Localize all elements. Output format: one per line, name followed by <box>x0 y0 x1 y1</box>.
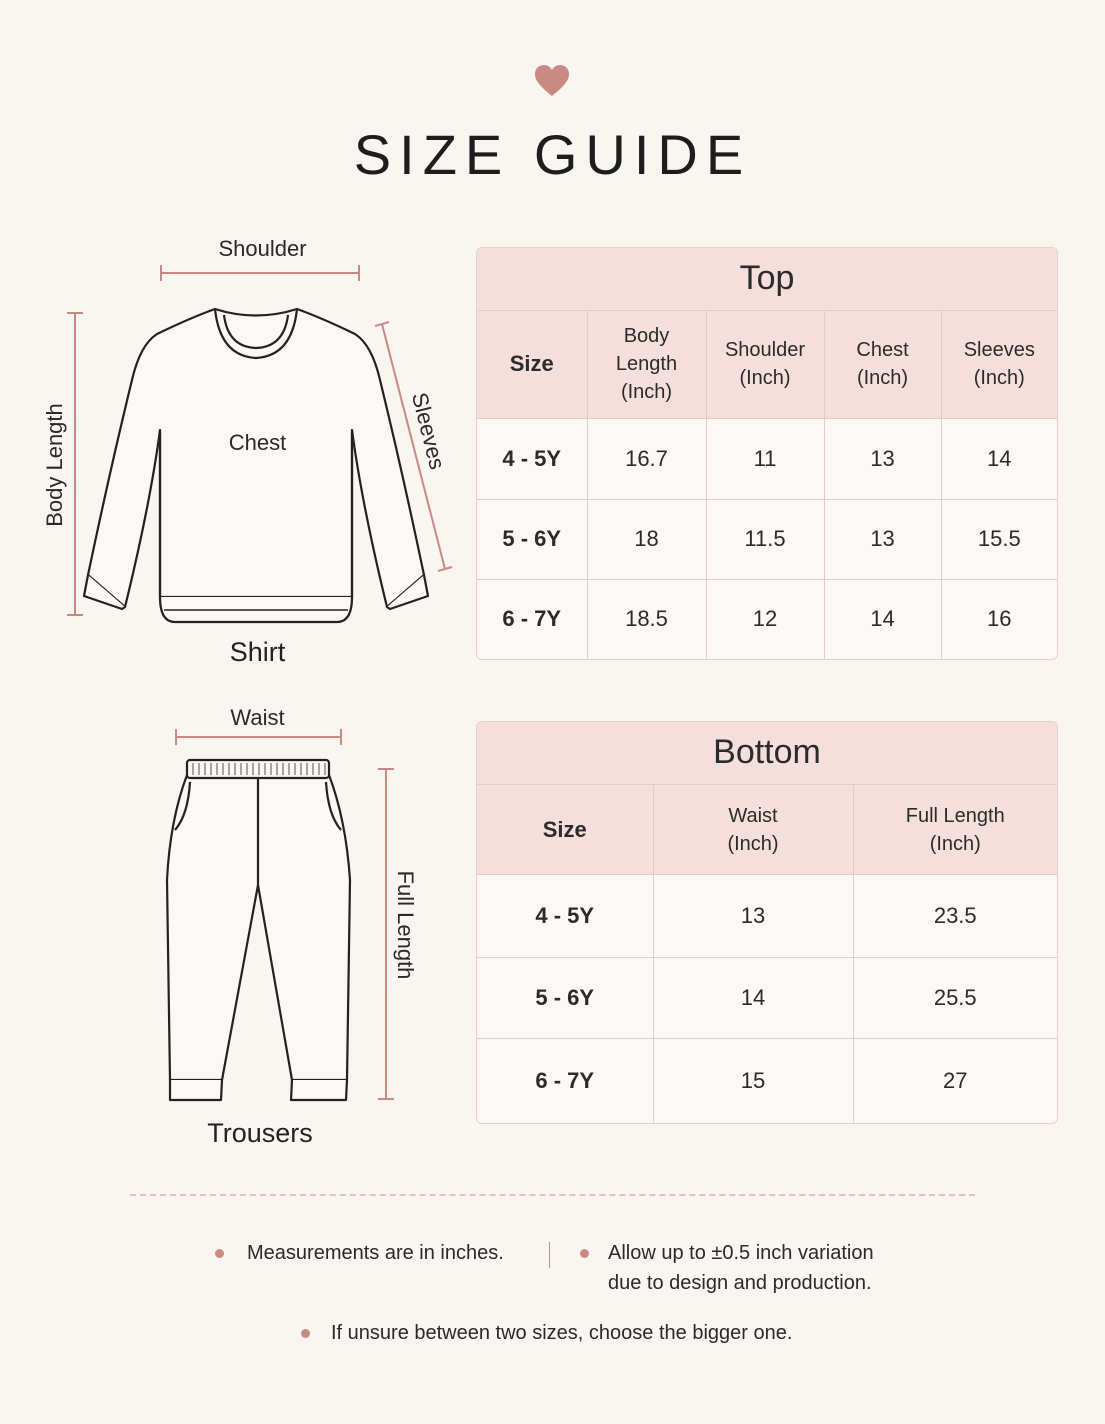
shoulder-cell: 12 <box>706 579 824 659</box>
header-waist: Waist (Inch) <box>653 784 853 874</box>
shoulder-label: Shoulder <box>218 236 307 261</box>
size-cell: 5 - 6Y <box>477 499 587 579</box>
full-length-label: Full Length <box>393 870 418 980</box>
top-table-caption: Top <box>477 248 1057 310</box>
bullet-icon <box>580 1249 589 1258</box>
sleeves-label: Sleeves <box>406 389 451 472</box>
bullet-icon <box>215 1249 224 1258</box>
table-row <box>477 1039 1057 1123</box>
sleeves-cell: 15.5 <box>941 499 1057 579</box>
header-size: Size <box>477 784 653 874</box>
size-cell: 4 - 5Y <box>477 875 653 957</box>
body-length-cell: 18.5 <box>587 579 706 659</box>
top-size-table <box>476 247 1058 660</box>
header-sleeves: Sleeves (Inch) <box>941 310 1057 418</box>
body-length-label: Body Length <box>42 403 67 527</box>
shirt-diagram <box>0 0 470 640</box>
size-cell: 6 - 7Y <box>477 1039 653 1123</box>
chest-cell: 13 <box>824 418 941 499</box>
note-unsure: If unsure between two sizes, choose the bigger one. <box>331 1322 793 1344</box>
waist-cell: 13 <box>653 875 853 957</box>
note-variation <box>608 1238 874 1298</box>
full-length-cell: 25.5 <box>853 957 1057 1038</box>
full-length-cell: 23.5 <box>853 875 1057 957</box>
notes-separator <box>549 1242 550 1268</box>
bottom-size-table <box>476 721 1058 1124</box>
header-size: Size <box>477 310 587 418</box>
note-variation-line1: Allow up to ±0.5 inch variation <box>608 1242 874 1264</box>
chest-cell: 14 <box>824 579 941 659</box>
shoulder-cell: 11.5 <box>706 499 824 579</box>
body-length-cell: 18 <box>587 499 706 579</box>
chest-label: Chest <box>228 430 287 455</box>
sleeves-cell: 16 <box>941 579 1057 659</box>
bottom-table-caption: Bottom <box>477 722 1057 784</box>
full-length-cell: 27 <box>853 1039 1057 1123</box>
waist-label: Waist <box>230 705 285 730</box>
waist-cell: 14 <box>653 957 853 1038</box>
sleeves-cell: 14 <box>941 418 1057 499</box>
header-body-length: Body Length (Inch) <box>587 310 706 418</box>
trousers-caption: Trousers <box>207 1118 313 1148</box>
table-row <box>477 875 1057 957</box>
header-shoulder: Shoulder (Inch) <box>706 310 824 418</box>
note-variation-line2: due to design and production. <box>608 1272 872 1294</box>
chest-cell: 13 <box>824 499 941 579</box>
shoulder-cell: 11 <box>706 418 824 499</box>
size-cell: 6 - 7Y <box>477 579 587 659</box>
table-row <box>477 957 1057 1038</box>
notes-divider <box>130 1194 975 1196</box>
size-cell: 5 - 6Y <box>477 957 653 1038</box>
page-title: SIZE GUIDE <box>353 123 752 186</box>
bullet-icon <box>301 1329 310 1338</box>
shirt-caption: Shirt <box>229 637 286 667</box>
heart-icon <box>533 62 571 100</box>
header-chest: Chest (Inch) <box>824 310 941 418</box>
waist-cell: 15 <box>653 1039 853 1123</box>
body-length-cell: 16.7 <box>587 418 706 499</box>
table-row <box>477 579 1057 659</box>
size-cell: 4 - 5Y <box>477 418 587 499</box>
table-row <box>477 499 1057 579</box>
table-row <box>477 418 1057 499</box>
header-full-length: Full Length (Inch) <box>853 784 1057 874</box>
note-measurements: Measurements are in inches. <box>247 1242 504 1264</box>
